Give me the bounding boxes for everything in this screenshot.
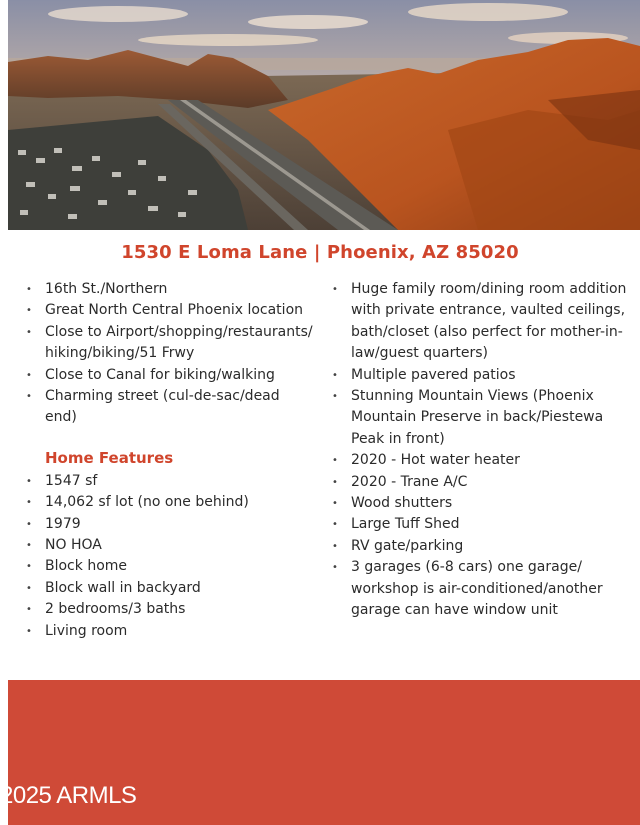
bullet-icon: • (26, 475, 32, 487)
location-list (24, 279, 314, 429)
list-item: • 2020 - Hot water heater (330, 450, 630, 471)
bullet-icon: • (26, 391, 32, 403)
list-item: • Block home (24, 556, 314, 577)
bullet-icon: • (26, 284, 32, 295)
property-address: 1530 E Loma Lane | Phoenix, AZ 85020 (121, 242, 519, 263)
copyright-watermark: 2025 ARMLS (0, 782, 137, 809)
list-item: • 16th St./Northern (24, 279, 314, 300)
list-item: • Close to Airport/shopping/restaurants/ hiking/biking/51 Frwy (26, 323, 313, 362)
bullet-icon: • (26, 326, 32, 338)
list-item: • Stunning Mountain Views (Phoenix Mountain Preserve in back/Piestewa Peak in front) (332, 388, 604, 447)
list-item: • 14,062 sf lot (no one behind) (24, 492, 314, 513)
list-item: • Huge family room/dining room addition with private entrance, vaulted ceilings, bath/closet (also perfect for mother-in-law/guest quarters) (332, 281, 627, 362)
bullet-icon: • (332, 284, 338, 295)
list-item: • Block wall in backyard (24, 578, 314, 599)
list-item: • 2020 - Trane A/C (330, 472, 630, 493)
list-item: • Multiple pavered patios (330, 365, 630, 386)
bullet-icon: • (332, 562, 338, 574)
aerial-desert-mountains-photo (8, 0, 640, 230)
list-item: • Living room (24, 621, 314, 642)
bullet-icon: • (332, 369, 338, 381)
list-item: • 1979 (24, 514, 314, 535)
bullet-icon: • (332, 391, 338, 403)
bullet-icon: • (332, 476, 338, 488)
bullet-icon: • (26, 540, 32, 552)
list-item: • 1547 sf (24, 471, 314, 492)
list-item: • Large Tuff Shed (330, 514, 630, 535)
list-item: • 3 garages (6-8 cars) one garage/ workshop is air-conditioned/another garage can have window unit (332, 559, 603, 619)
bullet-icon: • (332, 498, 338, 510)
amenities-list (330, 279, 630, 622)
list-item: • Close to Canal for biking/walking (24, 365, 314, 386)
home-features-heading: Home Features (45, 448, 174, 467)
bullet-icon: • (332, 540, 338, 552)
bullet-icon: • (332, 455, 338, 467)
home-features-list (24, 471, 314, 642)
list-item: • Great North Central Phoenix location (24, 300, 314, 321)
bullet-icon: • (26, 561, 32, 573)
list-item: • Wood shutters (330, 493, 630, 514)
list-item: • RV gate/parking (330, 536, 630, 557)
bullet-icon: • (26, 497, 32, 509)
list-item: • NO HOA (24, 535, 314, 556)
bullet-icon: • (26, 625, 32, 637)
list-item: • 2 bedrooms/3 baths (24, 599, 314, 620)
right-column (330, 279, 630, 622)
bullet-icon: • (332, 519, 338, 531)
bullet-icon: • (26, 604, 32, 616)
bullet-icon: • (26, 305, 32, 317)
bullet-icon: • (26, 369, 32, 381)
hero-photo (8, 0, 640, 230)
bullet-icon: • (26, 518, 32, 530)
list-item: • Charming street (cul-de-sac/dead end) (26, 388, 280, 426)
bullet-icon: • (26, 582, 32, 594)
left-column (24, 279, 314, 642)
